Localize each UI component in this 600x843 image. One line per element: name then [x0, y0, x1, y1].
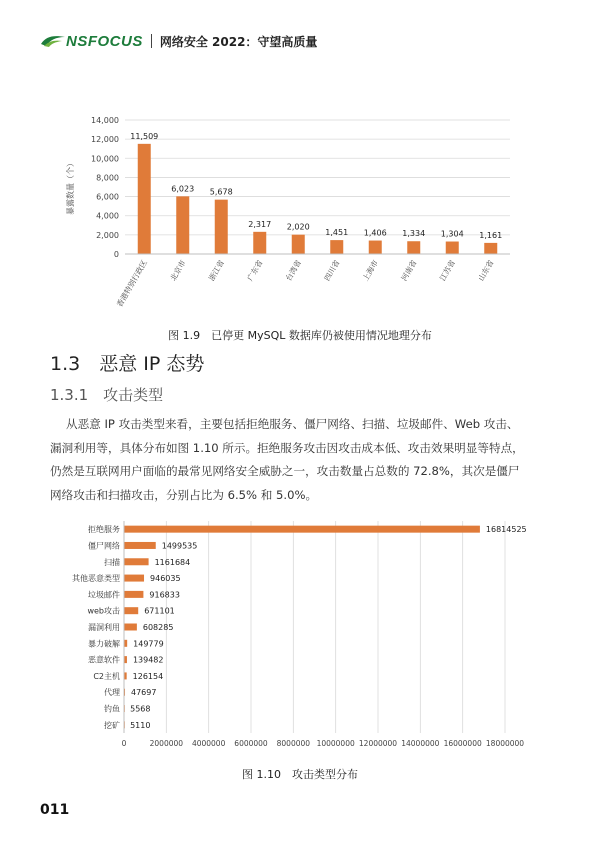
header-title: 网络安全 2022：守望高质量	[159, 34, 318, 49]
bar	[124, 526, 480, 533]
data-label: 1,334	[402, 229, 426, 239]
bar	[292, 235, 305, 254]
data-label: 5110	[130, 720, 151, 730]
subsection-title: 1.3.1 攻击类型	[50, 386, 164, 404]
attack-type-chart	[40, 515, 560, 755]
bar	[124, 575, 144, 582]
data-label: 2,317	[248, 219, 272, 229]
y-tick-label: 0	[113, 250, 119, 259]
data-label: 608285	[142, 623, 174, 632]
x-tick-label: 2000000	[149, 739, 184, 748]
bar	[176, 196, 189, 254]
bar	[369, 241, 382, 254]
y-tick-label: 8,000	[96, 173, 119, 183]
page-number: 011	[40, 802, 70, 818]
category-label: 扫描	[104, 557, 120, 567]
x-tick-label: 台湾省	[283, 258, 303, 283]
category-label: 挖矿	[104, 720, 120, 730]
bar	[138, 144, 151, 254]
logo-text: NSFOCUS	[66, 32, 143, 50]
x-tick-label: 广东省	[245, 258, 265, 283]
bar	[124, 542, 156, 549]
body-paragraph	[50, 413, 552, 507]
section-title: 1.3 恶意 IP 态势	[50, 353, 205, 375]
paragraph-line: 仍然是互联网用户面临的最常见网络安全威胁之一，攻击数量占总数的 72.8%，其次是僵尸	[50, 464, 520, 478]
data-label: 1,304	[440, 229, 464, 239]
paragraph-line: 漏洞利用等，具体分布如图 1.10 所示。拒绝服务攻击因攻击成本低、攻击效果明显等特点，	[50, 440, 524, 455]
x-tick-label: 香港特别行政区	[114, 258, 149, 309]
x-tick-label: 8000000	[276, 739, 311, 748]
chart-2-svg	[40, 515, 560, 755]
data-label: 916833	[149, 590, 180, 600]
x-tick-label: 山东省	[476, 258, 496, 283]
bar	[484, 243, 497, 254]
category-label: 垃圾邮件	[88, 590, 120, 600]
bar	[124, 607, 138, 614]
y-tick-label: 14,000	[91, 116, 119, 125]
data-label: 139482	[132, 655, 164, 665]
data-label: 16814525	[485, 525, 527, 535]
y-tick-label: 4,000	[96, 211, 119, 221]
data-label: 47697	[131, 688, 157, 698]
data-label: 1,451	[325, 228, 349, 238]
bar	[330, 240, 343, 254]
data-label: 1499535	[161, 541, 198, 551]
x-tick-label: 10000000	[316, 739, 355, 748]
data-label: 149779	[133, 639, 164, 649]
category-label: 拒绝服务	[88, 525, 120, 535]
x-tick-label: 14000000	[401, 739, 440, 748]
x-tick-label: 江苏省	[437, 258, 457, 283]
data-label: 6,023	[171, 184, 195, 194]
category-label: 代理	[104, 688, 120, 698]
data-label: 11,509	[130, 131, 159, 141]
y-axis-title: 暴露数量（个）	[66, 159, 75, 215]
x-tick-label: 12000000	[358, 739, 398, 748]
x-tick-label: 浙江省	[206, 258, 226, 283]
bar	[407, 241, 420, 254]
nsfocus-logo	[40, 33, 143, 50]
figure-1-9-caption: 图 1.9 已停更 MySQL 数据库仍被使用情况地理分布	[168, 329, 432, 342]
page-header	[40, 30, 317, 52]
paragraph-line: 从恶意 IP 攻击类型来看，主要包括拒绝服务、僵尸网络、扫描、垃圾邮件、Web 攻击、	[66, 417, 519, 431]
paragraph-line: 网络攻击和扫描攻击，分别占比为 6.5% 和 5.0%。	[50, 487, 318, 502]
bar	[253, 232, 266, 254]
x-tick-label: 北京市	[168, 258, 188, 283]
x-tick-label: 4000000	[191, 739, 226, 748]
y-tick-label: 10,000	[91, 154, 119, 164]
x-tick-label: 上海市	[360, 258, 380, 283]
category-label: 其他恶意类型	[72, 574, 120, 584]
data-label: 126154	[132, 671, 164, 681]
category-label: 钓鱼	[104, 704, 120, 714]
bar	[124, 558, 149, 565]
bar	[215, 200, 228, 254]
data-label: 5568	[130, 704, 151, 714]
bar	[124, 624, 137, 631]
y-tick-label: 2,000	[96, 230, 119, 240]
x-tick-label: 河南省	[399, 258, 419, 283]
logo-swoosh-icon	[40, 34, 66, 48]
category-label: 暴力破解	[88, 639, 120, 649]
bar	[446, 242, 459, 254]
header-separator	[151, 34, 152, 48]
bar	[124, 591, 143, 598]
data-label: 5,678	[209, 187, 233, 197]
data-label: 946035	[150, 574, 181, 584]
data-label: 2,020	[286, 222, 310, 232]
data-label: 1,161	[479, 230, 503, 240]
chart-1-svg	[40, 108, 560, 323]
category-label: C2主机	[93, 671, 120, 681]
figure-1-10-caption: 图 1.10 攻击类型分布	[242, 768, 358, 781]
category-label: 漏洞利用	[88, 623, 120, 632]
category-label: web攻击	[87, 606, 120, 616]
x-tick-label: 18000000	[485, 739, 525, 748]
y-tick-label: 12,000	[91, 135, 119, 145]
x-tick-label: 16000000	[443, 739, 482, 748]
x-tick-label: 6000000	[234, 739, 268, 748]
x-tick-label: 0	[121, 739, 127, 748]
data-label: 1,406	[363, 228, 387, 238]
data-label: 1161684	[154, 557, 191, 567]
data-label: 671101	[144, 606, 175, 616]
mysql-distribution-chart	[40, 108, 560, 323]
y-tick-label: 6,000	[96, 192, 119, 202]
x-tick-label: 四川省	[322, 258, 342, 283]
category-label: 僵尸网络	[88, 541, 120, 551]
category-label: 恶意软件	[88, 655, 120, 665]
